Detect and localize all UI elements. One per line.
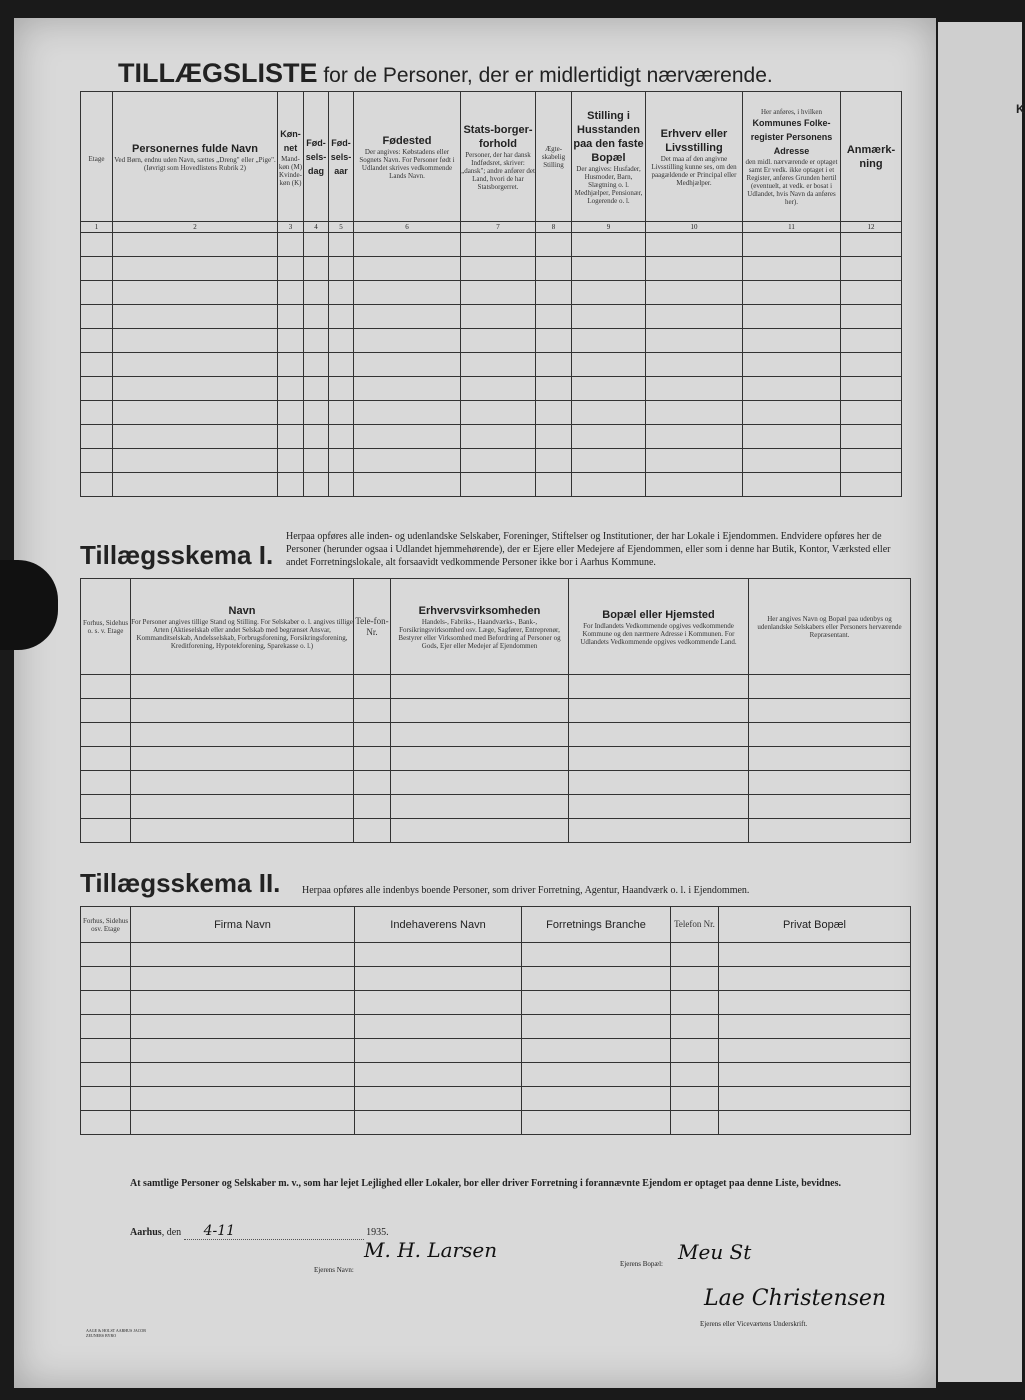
form-page — [14, 18, 936, 1388]
col-header-aegteskab: Ægte-skabelig Stilling — [541, 144, 566, 169]
col-sub-statsborger: Personer, der har dansk Indfødsret, skriver: „dansk"; andre anfører det Land, hvori de har Statsborgerret. — [461, 150, 535, 191]
s1-sub-repraesentant: Her angives Navn og Bopæl paa udenbys og udenlandske Selskabers eller Personers herværende Repræsentant. — [757, 614, 902, 639]
s1-header-bopael: Bopæl eller Hjemsted — [602, 608, 715, 621]
s1-sub-bopael: For Indlandets Vedkommende opgives vedkommende Kommune og den nærmere Adresse i Kommunen. For Udlandets Vedkommende opgives vedkommende Land. — [580, 621, 737, 646]
s1-sub-erhverv: Handels-, Fabriks-, Haandværks-, Bank-, Forsikringsvirksomhed osv. Læge, Sagfører, Entreprenør, Bestyrer eller Virksomhed med Befordring af Personer og Gods, Ejer eller Medejer af Ejendommen — [398, 617, 561, 650]
skema1-title: Tillægsskema I. — [80, 540, 274, 570]
date-handwritten: 4-11 — [184, 1223, 364, 1240]
s1-header-forhus: Forhus, Sidehus o. s. v. Etage — [82, 618, 129, 635]
s2-header-branche: Forretnings Branche — [546, 918, 646, 931]
s1-header-telefon: Tele-fon-Nr. — [355, 615, 389, 637]
skema2-title: Tillægsskema II. — [80, 868, 281, 898]
s2-header-forhus: Forhus, Sidehus osv. Etage — [82, 916, 129, 933]
s2-header-firma: Firma Navn — [214, 918, 271, 931]
col-sub-koen: Mand-køn (M) Kvinde-køn (K) — [278, 154, 303, 187]
s2-header-telefon: Telefon Nr. — [674, 919, 715, 929]
owner-signature: Lae Christensen — [704, 1286, 887, 1311]
col-header-foedselsdag: Fød-sels-dag — [305, 137, 327, 176]
skema1-intro: Herpaa opføres alle inden- og udenlandske Selskaber, Foreninger, Stiftelser og Institutioner, der har Lokale i Ejendommen. Endvidere opføres her de Personer (herunder ogsaa i Udlandet hjemmehørende), der er Ejere eller Medejere af Ejendommen, eller som i denne har Butik, Kontor, Værksted eller andet Forretningslokale, alt forsaavidt vedkommende Personer ikke bor i Aarhus Kommune. — [286, 531, 891, 568]
col-sub-folkeregister: Her anføres, i hvilken — [760, 107, 823, 116]
skema2-body — [81, 943, 911, 1135]
main-table-body — [81, 233, 902, 497]
col-header-koen: Køn-net — [280, 128, 301, 153]
col-header-name: Personernes fulde Navn — [132, 142, 258, 155]
col-header-erhverv: Erhverv eller Livsstilling — [660, 127, 728, 154]
s2-header-bopael: Privat Bopæl — [783, 918, 846, 931]
col-header-foedselsaar: Fød-sels-aar — [330, 137, 352, 176]
s1-header-navn: Navn — [228, 604, 256, 617]
printer-imprint: AAGE & HOLST AARHUS JACOB ZEUNERS BYRO — [86, 1328, 146, 1338]
certification-text: At samtlige Personer og Selskaber m. v., som har lejet Lejlighed eller Lokaler, bor eller driver Forretning i forannævnte Ejendom er optaget paa denne Liste, bevidnes. — [130, 1178, 841, 1189]
col-header-foedested: Fødested — [382, 134, 432, 147]
col-sub-folkeregister-b: den midl. nærværende er optaget samt Er vedk. ikke optaget i et Register, anføres Grunden hertil (eventuelt, at vedk. er bosat i Udlandet, hvis Navn da anføres her). — [745, 157, 838, 206]
s2-header-indehaver: Indehaverens Navn — [390, 918, 486, 931]
main-table — [80, 91, 902, 497]
col-header-etage: Etage — [88, 154, 105, 163]
skema1-table — [80, 578, 911, 843]
owner-name-label: Ejerens Navn: — [314, 1266, 354, 1274]
col-sub-erhverv: Det maa af den angivne Livsstilling kunne ses, om den paagældende er Principal eller Medhjælper. — [651, 154, 737, 187]
s1-header-erhverv: Erhvervsvirksomheden — [418, 604, 541, 617]
owner-address-signature: Meu St — [678, 1240, 752, 1264]
col-sub-stilling: Der angives: Husfader, Husmoder, Barn, Slægtning o. l. Medhjælper, Pensionær, Logerende o. l. — [574, 164, 643, 205]
date-line: Aarhus, den 4-11 1935. — [130, 1223, 389, 1239]
col-sub-name: Ved Børn, endnu uden Navn, sættes „Dreng" eller „Pige". (Iøvrigt som Hovedlistens Rubrik 2) — [114, 155, 276, 172]
next-page-edge: K — [938, 22, 1022, 1382]
s1-sub-navn: For Personer angives tillige Stand og Stilling. For Selskaber o. l. angives tillige Arten (Aktieselskab eller andet Selskab med begrænset Ansvar, Kommanditselskab, Andelsselskab, Forbrugsforening, Forsikringsforening, Kreditforening, Hypotekforening, Sparekasse o. l.) — [131, 617, 353, 650]
col-header-statsborger: Stats-borger-forhold — [463, 123, 533, 150]
skema1-body — [81, 675, 911, 843]
col-header-anmaerkning: Anmærk-ning — [846, 143, 896, 170]
main-title: TILLÆGSLISTE for de Personer, der er midlertidigt nærværende. — [118, 58, 773, 88]
skema2-intro: Herpaa opføres alle indenbys boende Personer, som driver Forretning, Agentur, Haandværk o. l. i Ejendommen. — [302, 885, 750, 896]
owner-address-label: Ejerens Bopæl: — [620, 1260, 663, 1268]
owner-name-signature: M. H. Larsen — [364, 1238, 498, 1262]
column-numbers: 1 2 3 4 5 6 7 8 9 10 11 12 — [81, 222, 902, 233]
col-header-folkeregister: Kommunes Folke-register Personens Adresse — [750, 117, 833, 156]
col-header-stilling: Stilling i Husstanden paa den faste Bopæl — [573, 109, 644, 164]
signature-label: Ejerens eller Viceværtens Underskrift. — [700, 1320, 808, 1328]
col-sub-foedested: Der angives: Købstadens eller Sognets Navn. For Personer født i Udlandet skrives vedkommende Lands Navn. — [359, 147, 455, 180]
skema2-table — [80, 906, 911, 1135]
